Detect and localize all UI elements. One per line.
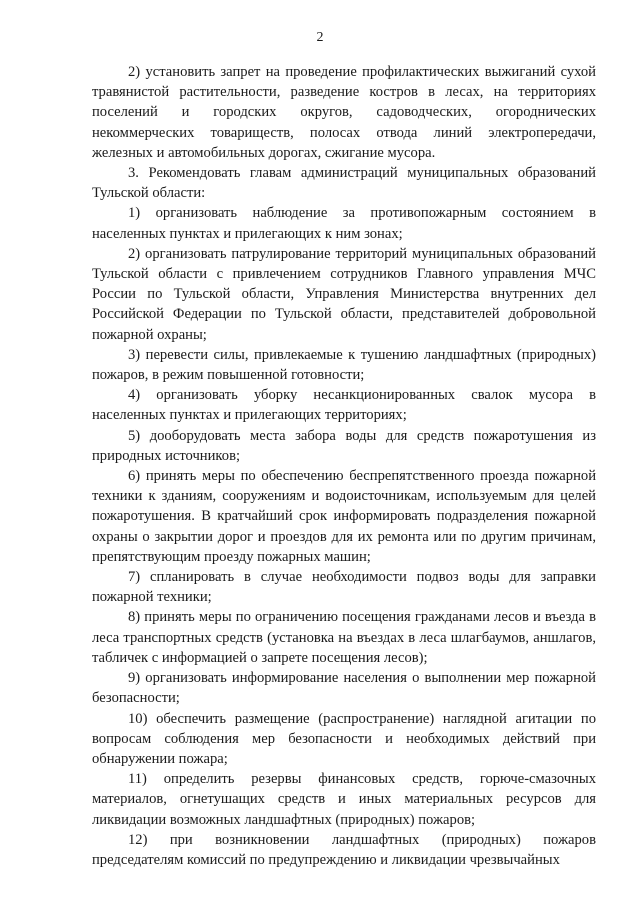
paragraph-item-10: 10) обеспечить размещение (распространение) наглядной агитации по вопросам соблюдения мер безопасности и необходимых действий при обнаружении пожара; bbox=[92, 710, 596, 767]
page-number: 2 bbox=[316, 30, 324, 45]
paragraph-item-8: 8) принять меры по ограничению посещения гражданами лесов и въезда в леса транспортных средств (установка на въездах в леса шлагбаумов, аншлагов, табличек с информацией о запрете посещения лесов); bbox=[92, 609, 596, 666]
paragraph-ban-burning: 2) установить запрет на проведение профилактических выжиганий сухой травянистой растительности, разведение костров в лесах, на территориях поселений и городских округов, садоводческих, огороднических некоммерческих товариществ, полосах отвода линий электропередачи, железных и автомобильных дорогах, сжигание мусора. bbox=[92, 64, 596, 161]
paragraph-item-1: 1) организовать наблюдение за противопожарным состоянием в населенных пунктах и прилегающих к ним зонах; bbox=[92, 205, 596, 242]
paragraph-item-3: 3) перевести силы, привлекаемые к тушению ландшафтных (природных) пожаров, в режим повышенной готовности; bbox=[92, 346, 596, 384]
paragraph-recommendation-heading: 3. Рекомендовать главам администраций муниципальных образований Тульской области: bbox=[92, 165, 596, 202]
paragraph-item-9: 9) организовать информирование населения о выполнении мер пожарной безопасности; bbox=[92, 670, 596, 707]
paragraph-item-5: 5) дооборудовать места забора воды для средств пожаротушения из природных источников; bbox=[92, 427, 596, 464]
paragraph-item-7: 7) спланировать в случае необходимости подвоз воды для заправки пожарной техники; bbox=[92, 569, 596, 606]
paragraph-item-12: 12) при возникновении ландшафтных (природных) пожаров председателям комиссий по предупреждению и ликвидации чрезвычайных bbox=[92, 831, 596, 868]
paragraph-item-11: 11) определить резервы финансовых средств, горюче-смазочных материалов, огнетушащих средств и иных материальных ресурсов для ликвидации возможных ландшафтных (природных) пожаров; bbox=[92, 771, 596, 828]
paragraph-item-4: 4) организовать уборку несанкционированных свалок мусора в населенных пунктах и прилегающих территориях; bbox=[92, 387, 596, 424]
paragraph-item-2: 2) организовать патрулирование территорий муниципальных образований Тульской области с привлечением сотрудников Главного управления МЧС России по Тульской области, Управления Министерства внутренних дел Российской Федерации по Тульской области, представителей добровольной пожарной охраны; bbox=[92, 245, 596, 343]
document-body bbox=[92, 62, 596, 870]
paragraph-item-6: 6) принять меры по обеспечению беспрепятственного проезда пожарной техники к зданиям, сооружениям и водоисточникам, используемым для целей пожаротушения. В кратчайший срок информировать подразделения пожарной охраны о закрытии дорог и проездов для их ремонта или по другим причинам, препятствующим проезду пожарных машин; bbox=[92, 468, 596, 565]
